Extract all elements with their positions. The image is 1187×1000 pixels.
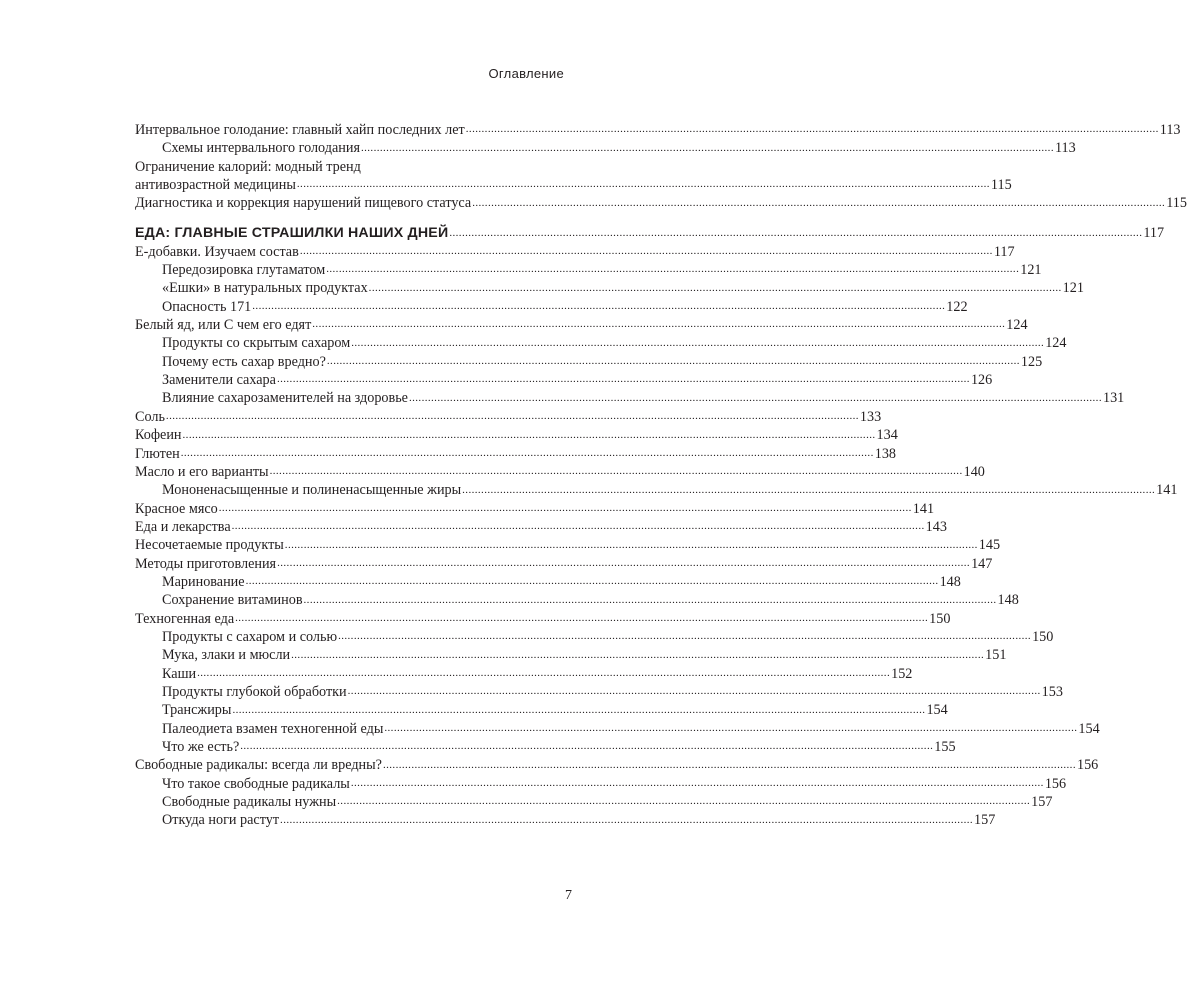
- toc-leader-dots: ............................................................................................................................................................................................................................: [472, 196, 1166, 209]
- toc-entry: [135, 811, 996, 829]
- toc-entry: [135, 518, 947, 536]
- toc-entry: [135, 158, 563, 176]
- toc-entry-title: Трансжиры: [162, 702, 232, 719]
- running-head: Оглавление: [488, 66, 564, 81]
- toc-entry-title: Передозировка глутаматом: [162, 262, 326, 279]
- toc-entry: [135, 683, 1063, 701]
- toc-leader-dots: ............................................................................................................................................................................................................................: [408, 391, 1102, 404]
- toc-entry-title: Схемы интервального голодания: [162, 140, 360, 157]
- toc-leader-dots: ............................................................................................................................................................................................................................: [235, 611, 929, 624]
- toc-entry: [135, 353, 1043, 371]
- toc-entry-title: Палеодиета взамен техногенной еды: [162, 720, 384, 737]
- toc-entry-page: 134: [876, 427, 898, 444]
- toc-leader-dots: ............................................................................................................................................................................................................................: [165, 410, 859, 423]
- toc-entry-page: 133: [859, 408, 882, 425]
- toc-entry: [135, 573, 961, 591]
- toc-entry-page: 122: [946, 298, 968, 315]
- toc-leader-dots: ............................................................................................................................................................................................................................: [231, 520, 925, 533]
- toc-entry: [135, 334, 1067, 352]
- toc-entry-title: Продукты с сахаром и солью: [162, 628, 338, 645]
- toc-entry-page: 148: [997, 592, 1019, 609]
- toc-entry: [135, 738, 956, 756]
- toc-leader-dots: ............................................................................................................................................................................................................................: [296, 178, 990, 191]
- toc-entry: [135, 389, 1125, 407]
- toc-entry-title: Красное мясо: [135, 500, 218, 517]
- toc-entry-title: «Ешки» в натуральных продуктах: [162, 280, 368, 297]
- toc-entry-page: 131: [1102, 390, 1125, 407]
- toc-leader-dots: ............................................................................................................................................................................................................................: [347, 685, 1041, 698]
- toc-entry: [135, 279, 1084, 297]
- toc-entry-title: Е-добавки. Изучаем состав: [135, 243, 299, 260]
- toc-entry-page: 156: [1076, 757, 1099, 774]
- toc-entry-page: 156: [1044, 775, 1067, 792]
- page-number: 7: [565, 888, 572, 903]
- toc-entry-page: 148: [939, 573, 961, 590]
- toc-entry: [135, 701, 948, 719]
- toc-leader-dots: ............................................................................................................................................................................................................................: [303, 593, 997, 606]
- toc-entry: [135, 628, 1054, 646]
- toc-entry-title: Интервальное голодание: главный хайп последних лет: [135, 122, 465, 138]
- toc-entry-page: 115: [1166, 195, 1187, 212]
- toc-entry-page: 126: [970, 372, 993, 389]
- toc-leader-dots: ............................................................................................................................................................................................................................: [277, 556, 971, 569]
- toc-leader-dots: ............................................................................................................................................................................................................................: [326, 355, 1020, 368]
- toc-entry-title: Влияние сахарозаменителей на здоровье: [162, 390, 408, 407]
- toc-entry: [135, 646, 1007, 664]
- toc-entry-title: антивозрастной медицины: [135, 177, 296, 194]
- toc-entry-page: 143: [925, 518, 947, 535]
- toc-entry: [135, 426, 898, 444]
- toc-leader-dots: ............................................................................................................................................................................................................................: [180, 446, 874, 459]
- toc-entry-page: 155: [934, 739, 956, 755]
- toc-leader-dots: ............................................................................................................................................................................................................................: [276, 373, 970, 386]
- toc-entry-title: Сохранение витаминов: [162, 592, 303, 609]
- toc-entry: [135, 610, 951, 628]
- toc-leader-dots: ............................................................................................................................................................................................................................: [338, 630, 1032, 643]
- toc-leader-dots: ............................................................................................................................................................................................................................: [351, 336, 1045, 349]
- toc-leader-dots: ............................................................................................................................................................................................................................: [182, 428, 876, 441]
- toc-entry: [135, 139, 1076, 157]
- toc-leader-dots: ............................................................................................................................................................................................................................: [337, 795, 1031, 808]
- toc-entry-title: Кофеин: [135, 427, 182, 444]
- toc-leader-dots: ............................................................................................................................................................................................................................: [284, 538, 978, 551]
- toc-leader-dots: ............................................................................................................................................................................................................................: [232, 703, 926, 716]
- toc-section-heading: [135, 223, 1165, 243]
- toc-entry: [135, 775, 1067, 793]
- toc-entry: [135, 555, 993, 573]
- toc-entry-title: Техногенная еда: [135, 610, 235, 627]
- toc-entry-title: Ограничение калорий: модный тренд: [135, 158, 361, 175]
- toc-entry: [135, 176, 1012, 194]
- toc-leader-dots: ............................................................................................................................................................................................................................: [368, 281, 1062, 294]
- toc-entry-title: Что же есть?: [162, 739, 240, 755]
- toc-entry: [135, 720, 1100, 738]
- toc-entry-title: Свободные радикалы: всегда ли вредны?: [135, 757, 382, 774]
- toc-entry-page: 150: [1032, 628, 1054, 645]
- toc-entry-title: Почему есть сахар вредно?: [162, 353, 326, 370]
- toc-entry-title: Методы приготовления: [135, 555, 277, 572]
- toc-leader-dots: ............................................................................................................................................................................................................................: [280, 813, 974, 826]
- toc-entry: [135, 261, 1042, 279]
- toc-entry-page: 121: [1020, 262, 1042, 279]
- toc-entry: [135, 243, 1015, 261]
- toc-leader-dots: ............................................................................................................................................................................................................................: [382, 758, 1076, 771]
- toc-entry-page: 157: [974, 812, 996, 829]
- toc-entry: [135, 194, 1187, 212]
- toc-entry-page: 141: [912, 500, 935, 517]
- toc-entry-page: 124: [1045, 335, 1067, 352]
- toc-entry-title: Каши: [162, 665, 197, 682]
- toc-entry-title: Еда и лекарства: [135, 518, 231, 535]
- toc-leader-dots: ............................................................................................................................................................................................................................: [197, 666, 891, 679]
- toc-entry: [135, 793, 1053, 811]
- toc-entry-page: 141: [1156, 482, 1178, 499]
- toc-leader-dots: ............................................................................................................................................................................................................................: [326, 263, 1020, 276]
- toc-leader-dots: ............................................................................................................................................................................................................................: [252, 300, 946, 313]
- toc-entry-page: 145: [978, 537, 1001, 554]
- toc-entry: [135, 463, 985, 481]
- toc-entry-page: 151: [985, 647, 1007, 664]
- toc-entry-page: 138: [874, 445, 896, 462]
- toc-entry: [135, 298, 968, 316]
- toc-entry-page: 124: [1006, 317, 1028, 334]
- toc-entry-title: Продукты со скрытым сахаром: [162, 335, 351, 352]
- toc-entry: [135, 121, 1181, 139]
- toc-entry-page: 140: [963, 463, 985, 480]
- toc-entry-page: 117: [993, 243, 1015, 260]
- toc-leader-dots: ............................................................................................................................................................................................................................: [299, 245, 993, 258]
- toc-entry-page: 154: [1078, 720, 1100, 737]
- toc-entry-title: Соль: [135, 408, 165, 425]
- toc-entry-page: 147: [971, 555, 993, 572]
- toc-entry-title: Белый яд, или С чем его едят: [135, 317, 312, 334]
- toc-entry-title: Мука, злаки и мюсли: [162, 647, 291, 664]
- toc-leader-dots: ............................................................................................................................................................................................................................: [449, 226, 1143, 239]
- toc-entry-page: 121: [1062, 280, 1084, 297]
- toc-entry-page: 113: [1159, 122, 1181, 138]
- toc-entry-page: 152: [891, 665, 913, 682]
- toc-entry-title: Заменители сахара: [162, 372, 276, 389]
- toc-entry: [135, 408, 882, 426]
- toc-entry: [135, 536, 1001, 554]
- toc-entry-title: Мононенасыщенные и полиненасыщенные жиры: [162, 482, 462, 499]
- toc-entry-page: 154: [926, 702, 948, 719]
- toc-leader-dots: ............................................................................................................................................................................................................................: [312, 318, 1006, 331]
- toc-leader-dots: ............................................................................................................................................................................................................................: [462, 483, 1156, 496]
- toc-entry-page: 117: [1143, 225, 1165, 242]
- toc-leader-dots: ............................................................................................................................................................................................................................: [218, 501, 912, 514]
- toc-entry: [135, 481, 1178, 499]
- toc-leader-dots: ............................................................................................................................................................................................................................: [360, 141, 1054, 154]
- toc-entry-title: Диагностика и коррекция нарушений пищевого статуса: [135, 195, 472, 212]
- toc-entry-title: Откуда ноги растут: [162, 812, 280, 829]
- toc-entry: [135, 756, 1099, 774]
- toc-entry: [135, 316, 1028, 334]
- table-of-contents: [135, 121, 1187, 830]
- toc-entry: [135, 500, 935, 518]
- toc-leader-dots: ............................................................................................................................................................................................................................: [245, 575, 939, 588]
- toc-entry-page: 115: [990, 177, 1012, 194]
- toc-entry-page: 153: [1041, 683, 1063, 700]
- toc-entry-title: Опасность 171: [162, 298, 252, 315]
- toc-leader-dots: ............................................................................................................................................................................................................................: [350, 777, 1044, 790]
- toc-leader-dots: ............................................................................................................................................................................................................................: [240, 740, 934, 753]
- toc-entry-title: Свободные радикалы нужны: [162, 794, 337, 811]
- toc-entry-title: Масло и его варианты: [135, 463, 269, 480]
- toc-entry-page: 113: [1054, 140, 1076, 157]
- toc-leader-dots: ............................................................................................................................................................................................................................: [269, 465, 963, 478]
- toc-entry-title: Маринование: [162, 573, 245, 590]
- toc-entry-title: Продукты глубокой обработки: [162, 683, 347, 700]
- toc-entry-title: ЕДА: ГЛАВНЫЕ СТРАШИЛКИ НАШИХ ДНЕЙ: [135, 225, 449, 242]
- toc-entry-page: 157: [1031, 794, 1053, 811]
- toc-entry-page: 150: [929, 610, 951, 627]
- toc-entry: [135, 591, 1019, 609]
- toc-entry-page: 125: [1020, 353, 1043, 370]
- toc-entry: [135, 665, 913, 683]
- toc-leader-dots: ............................................................................................................................................................................................................................: [384, 722, 1078, 734]
- toc-leader-dots: ............................................................................................................................................................................................................................: [291, 648, 985, 661]
- toc-entry: [135, 371, 993, 389]
- toc-entry-title: Что такое свободные радикалы: [162, 775, 350, 792]
- toc-entry-title: Глютен: [135, 445, 180, 462]
- toc-leader-dots: ............................................................................................................................................................................................................................: [465, 123, 1159, 136]
- toc-entry: [135, 445, 896, 463]
- toc-entry-title: Несочетаемые продукты: [135, 537, 284, 554]
